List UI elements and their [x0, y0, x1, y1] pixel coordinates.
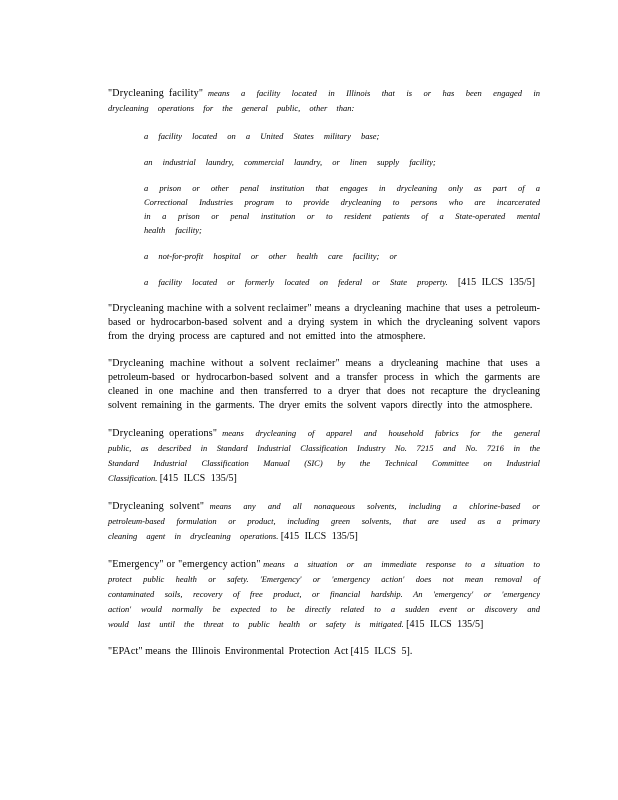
definition-term: "Drycleaning facility" [108, 88, 204, 99]
definition-emergency [108, 557, 540, 632]
citation: [415 ILCS 135/5] [159, 473, 237, 484]
definition-body: means a facility located in Illinois that is or has been engaged in drycleaning operations for the general public, other than: [108, 88, 541, 113]
citation: [415 ILCS 135/5] [280, 531, 358, 542]
list-item: a facility located on a United States military base; [144, 131, 380, 141]
citation: [415 ILCS 135/5] [457, 277, 535, 288]
list-item-text: a facility located or formerly located on federal or State property. [144, 277, 448, 287]
definition-epact [108, 645, 540, 659]
citation: [415 ILCS 5]. [350, 646, 413, 657]
list-item: a prison or other penal institution that engages in drycleaning only as part of a Correctional Industries program to provide drycleaning to persons who are incarcerated in a prison or penal institution or to resident patients of a State-operated mental health facility; [144, 183, 540, 235]
definition-machine-without-reclaimer [108, 357, 540, 413]
list-item [144, 275, 540, 290]
definition-drycleaning-operations [108, 426, 540, 486]
definition-body: means a drycleaning machine that uses a petroleum-based or hydrocarbon-based solvent and a drying system in which the drycleaning solvent vapors from the drying process are captured and not emitted into the atmosphere. [108, 303, 541, 342]
definition-term: "Drycleaning operations" [108, 428, 218, 439]
definition-body: means a situation or an immediate response to a situation to protect public health or safety. 'Emergency' or 'emergency action' does not mean removal of contaminated soils, recovery of free product, or financial hardship. An 'emergency' or 'emergency action' would normally be expected to be directly related to a sudden event or discovery and would last until the threat to public health or safety is mitigated. [108, 559, 541, 629]
definition-drycleaning-facility [108, 86, 540, 116]
list-item: an industrial laundry, commercial laundry, or linen supply facility; [144, 157, 436, 167]
document-page [108, 86, 540, 672]
definition-term: "Drycleaning machine with a solvent reclaimer" [108, 303, 312, 314]
definition-body: means any and all nonaqueous solvents, including a chlorine-based or petroleum-based formulation or product, including green solvents, that are used as a primary cleaning agent in drycleaning operations. [108, 501, 540, 541]
definition-body: means a drycleaning machine that uses a petroleum-based or hydrocarbon-based solvent and a transfer process in which the garments are cleaned in one machine and then transferred to a dryer that does not recapture the drycleaning solvent remaining in the garments. The dryer emits the solvent vapors directly into the atmosphere. [108, 358, 540, 411]
definition-term: "Drycleaning solvent" [108, 501, 205, 512]
citation: [415 ILCS 135/5] [406, 619, 484, 630]
definition-term: "EPAct" [108, 646, 143, 657]
definition-body: means the Illinois Environmental Protection Act [145, 646, 349, 657]
definition-drycleaning-solvent [108, 499, 540, 544]
list-item: a not-for-profit hospital or other health care facility; or [144, 251, 398, 261]
definition-term: "Drycleaning machine without a solvent reclaimer" [108, 358, 340, 369]
definition-machine-with-reclaimer [108, 302, 540, 344]
definition-term: "Emergency" or "emergency action" [108, 559, 261, 570]
definition-body: means drycleaning of apparel and household fabrics for the general public, as described in Standard Industrial Classification Industry No. 7215 and No. 7216 in the Standard Industrial Classification Manual (SIC) by the Technical Committee on Industrial Classification. [108, 428, 540, 483]
